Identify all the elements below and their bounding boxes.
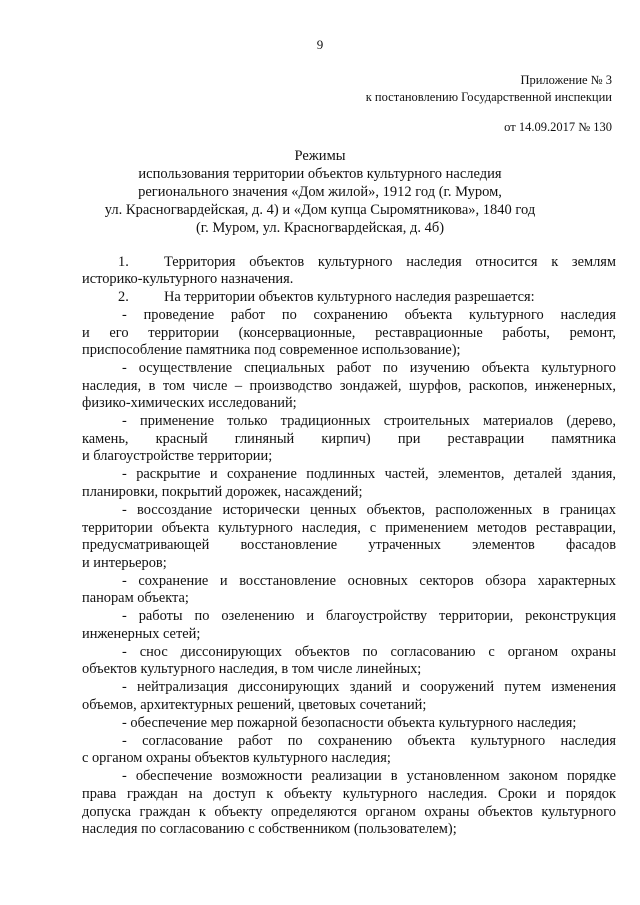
list-item-line: с органом охраны объектов культурного наследия; (82, 750, 391, 766)
list-item-line: объектов культурного наследия, в том числе линейных; (82, 661, 422, 677)
list-item: - проведение работ по сохранению объекта культурного наследия (122, 307, 616, 323)
list-item: - раскрытие и сохранение подлинных частей, элементов, деталей здания, (122, 466, 616, 482)
list-item: - сохранение и восстановление основных секторов обзора характерных (122, 573, 616, 589)
list-item: - согласование работ по сохранению объекта культурного наследия (122, 733, 616, 749)
list-item: - обеспечение возможности реализации в установленном законом порядке (122, 768, 616, 784)
list-item: - работы по озеленению и благоустройству территории, реконструкция (122, 608, 616, 624)
paragraph-line: историко-культурного назначения. (82, 271, 294, 287)
list-item-line: территории объекта культурного наследия, с применением методов реставрации, (82, 520, 616, 536)
list-item-line: и его территории (консервационные, реставрационные работы, ремонт, (82, 325, 616, 341)
list-item: - применение только традиционных строительных материалов (дерево, (122, 413, 616, 429)
list-item-line: допуска граждан к объекту определяются органом охраны объектов культурного (82, 804, 616, 820)
page-number: 9 (316, 37, 324, 52)
list-item-line: права граждан на доступ к объекту культурного наследия. Сроки и порядок (82, 786, 616, 802)
document-title: Режимы (294, 148, 346, 164)
list-item: - воссоздание исторически ценных объектов, расположенных в границах (122, 502, 616, 518)
list-item-line: планировки, покрытий дорожек, насаждений; (82, 484, 363, 500)
appendix-label: Приложение № 3 (520, 73, 612, 87)
list-item-line: объемов, архитектурных решений, цветовых сочетаний; (82, 697, 427, 713)
list-item: - обеспечение мер пожарной безопасности объекта культурного наследия; (122, 715, 577, 731)
list-item-line: наследия, в том числе – производство зондажей, шурфов, раскопов, инженерных, (82, 378, 616, 394)
list-item-line: физико-химических исследований; (82, 395, 297, 411)
list-item: - снос диссонирующих объектов по согласованию с органом охраны (122, 644, 616, 660)
title-line: (г. Муром, ул. Красногвардейская, д. 4б) (195, 220, 445, 236)
paragraph-number: 2. (118, 289, 129, 305)
resolution-date: от 14.09.2017 № 130 (504, 120, 612, 134)
list-item-line: приспособление памятника под современное использование); (82, 342, 461, 358)
title-line: ул. Красногвардейская, д. 4) и «Дом купца Сыромятникова», 1840 год (104, 202, 536, 218)
paragraph-line: Территория объектов культурного наследия относится к землям (164, 254, 616, 270)
list-item-line: и интерьеров; (82, 555, 167, 571)
list-item: - нейтрализация диссонирующих зданий и сооружений путем изменения (122, 679, 616, 695)
paragraph-line: На территории объектов культурного наследия разрешается: (164, 289, 535, 305)
list-item: - осуществление специальных работ по изучению объекта культурного (122, 360, 616, 376)
list-item-line: и благоустройстве территории; (82, 448, 273, 464)
list-item-line: камень, красный глиняный кирпич) при реставрации памятника (82, 431, 616, 447)
list-item-line: предусматривающей восстановление утраченных элементов фасадов (82, 537, 616, 553)
title-line: использования территории объектов культурного наследия (138, 166, 502, 182)
paragraph-number: 1. (118, 254, 129, 270)
list-item-line: инженерных сетей; (82, 626, 201, 642)
list-item-line: панорам объекта; (82, 590, 189, 606)
title-line: регионального значения «Дом жилой», 1912 год (г. Муром, (138, 184, 502, 200)
list-item-line: наследия по согласованию с собственником (пользователем); (82, 821, 457, 837)
resolution-reference: к постановлению Государственной инспекции (365, 90, 612, 104)
